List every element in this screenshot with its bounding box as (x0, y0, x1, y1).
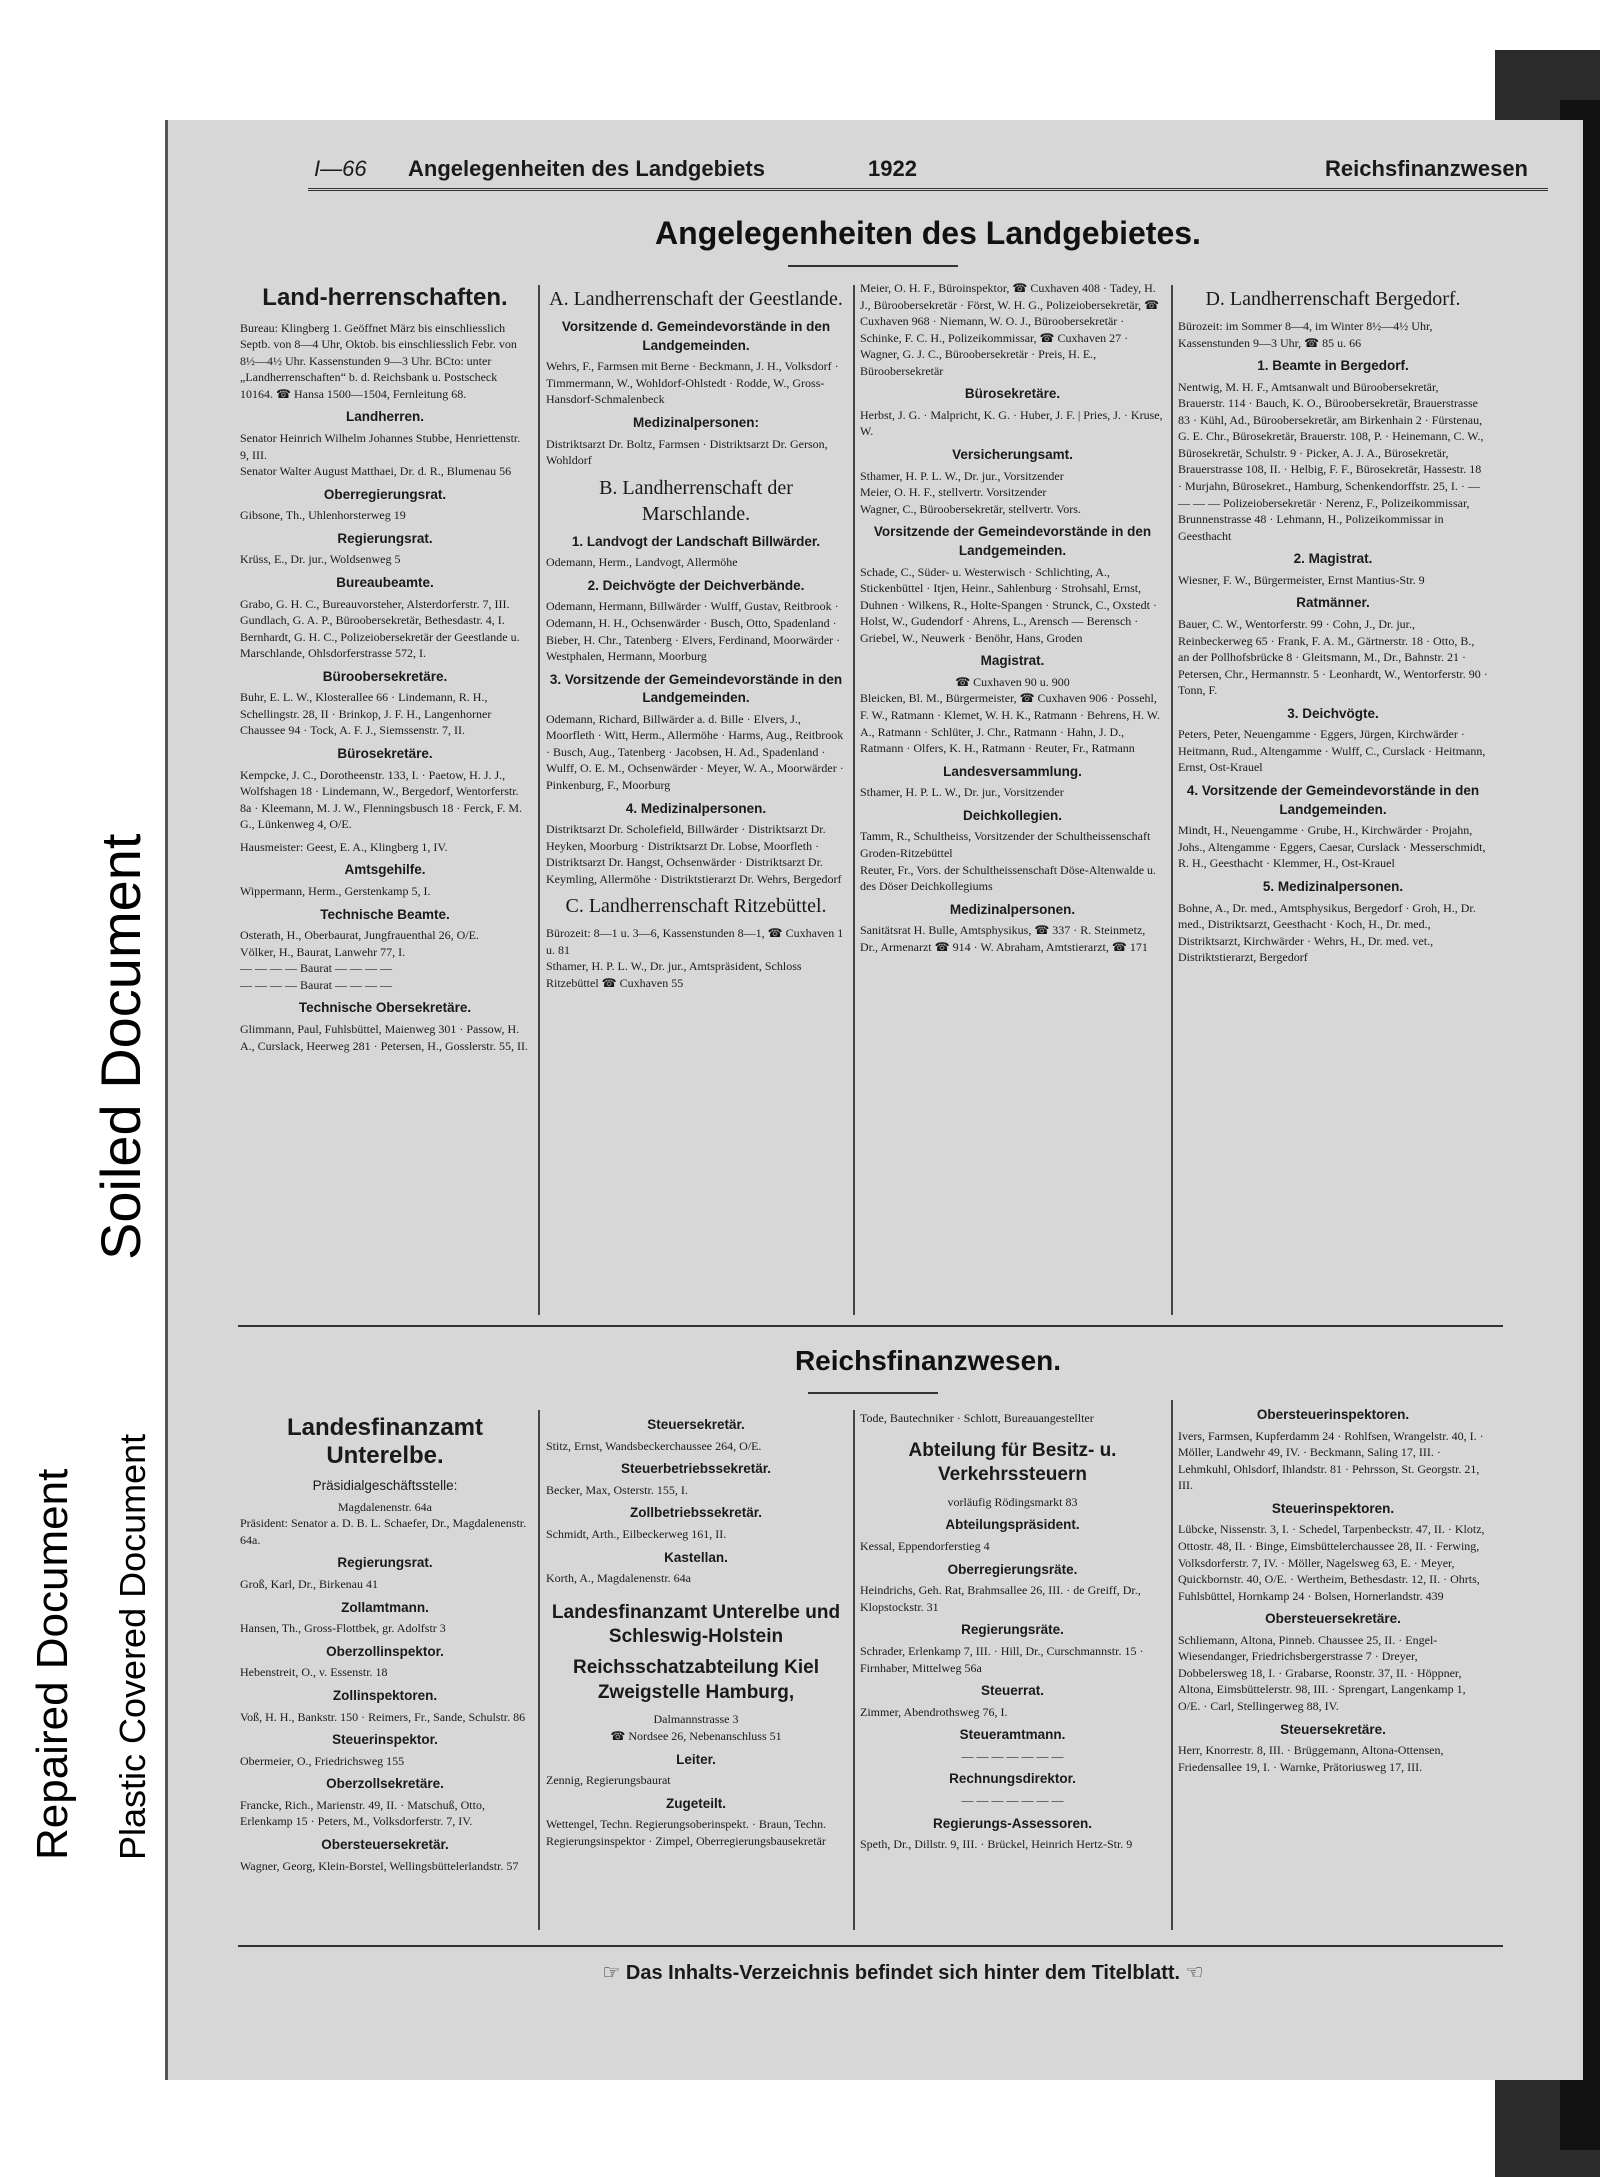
column-heading: Reichsschatzabteilung Kiel Zweigstelle Hamburg, (572, 1657, 819, 1703)
subheading: Bürosekretäre. (337, 746, 433, 762)
entry: Wippermann, Herm., Gerstenkamp 5, I. (240, 884, 431, 898)
entry: Hebenstreit, O., v. Essenstr. 18 (240, 1665, 388, 1680)
column-besitz-verkehrssteuern (860, 1410, 1165, 1940)
entry: Odemann, Richard, Billwärder a. d. Bille · Elvers, J., Moorfleth · Witt, Herm., Allermöhe · Harms, Aug., Reitbrook · Busch, Aug., Tatenberg · Jacobsen, H. Ad., Spadenland · Wulff, O. E. M., Ochsenwärder · Meyer, W. A., Moorwärder · Pinkenburg, F., Moorburg (546, 711, 844, 793)
entry: Groß, Karl, Dr., Birkenau 41 (240, 1577, 378, 1592)
repaired-document-label: Repaired Document (28, 1468, 77, 1860)
subheading: Steuersekretär. (647, 1417, 745, 1432)
subheading: Landherren. (345, 409, 424, 425)
soiled-document-label: Soiled Document (89, 833, 152, 1260)
subheading: Rechnungsdirektor. (949, 1771, 1076, 1787)
subheading: Regierungsrat. (337, 530, 433, 546)
entry: Odemann, Hermann, Billwärder · Wulff, Gustav, Reitbrook · Odemann, H. H., Ochsenwärder · Busch, Otto, Spadenland · Bieber, H. Chr., Tatenberg · Elvers, Ferdinand, Moorwärder · Westphalen, Hermann, Moorburg (546, 599, 841, 664)
subheading: Steuersekretäre. (1280, 1721, 1386, 1737)
entry: Bürozeit: 8—1 u. 3—6, Kassenstunden 8—1, ☎ Cuxhaven 1 u. 81 (546, 926, 844, 957)
entry: Kempcke, J. C., Dorotheenstr. 133, I. · Paetow, H. J. J., Wolfshagen 18 · Lindemann, W., Bergedorf, Wentorferstr. 8a · Kleemann, M. J. W., Flenningsbusch 18 · Ferck, F. M. G., Lünkenweg 4, O/E. (240, 767, 523, 832)
column-divider (853, 285, 855, 1315)
entry: Gundlach, G. A. P., Büroobersekretär, Bethesdastr. 4, I. (240, 613, 505, 628)
subheading: Steuerrat. (980, 1683, 1045, 1699)
column-landherrenschaften (240, 280, 530, 1320)
subheading: Technische Obersekretäre. (298, 1000, 472, 1016)
entry: ☎ Cuxhaven 90 u. 900 (955, 674, 1070, 689)
subheading: Vorsitzende d. Gemeindevorstände in den Landgemeinden. (561, 319, 831, 353)
entry: Magdalenenstr. 64a (338, 1499, 432, 1514)
subheading: 4. Vorsitzende der Gemeindevorstände in den Landgemeinden. (1186, 782, 1480, 817)
entry: — — — — Baurat — — — — (240, 977, 392, 992)
column-divider (1171, 1400, 1173, 1930)
column-ritzebuettel (860, 280, 1165, 1320)
column-heading: B. Landherrenschaft der Marschlande. (599, 476, 793, 525)
entry: Nentwig, M. H. F., Amtsanwalt und Büroobersekretär, Brauerstr. 114 · Bauch, K. O., Büroobersekretär, Brauerstrasse 83 · Kühl, Ad., Büroobersekretär, am Birkenhain 2 · Fürstenau, G. E. Chr., Bürosekretär, Brauerstr. 108, P. · Heinemann, C. W., Bürosekretär, Schulstr. 9 · Picker, A. J. A., Bürosekretär, Brauerstrasse 108, II. · Helbig, F. F., Bürosekretär, Hassestr. 18 · Murjahn, Bürosekret., Hamburg, Schenkendorffstr. 25, I. · — — — — Polizeiobersekretär · Nerenz, F., Polizeikommissar, Brunnenstrasse 48 · Lehmann, H., Polizeikommissar in Geesthacht (1178, 379, 1484, 543)
subheading: Kastellan. (664, 1549, 728, 1565)
entry: Herbst, J. G. · Malpricht, K. G. · Huber, J. F. | Pries, J. · Kruse, W. (860, 407, 1163, 439)
subheading: Obersteuersekretäre. (1265, 1611, 1401, 1627)
entry: Bohne, A., Dr. med., Amtsphysikus, Bergedorf · Groh, H., Dr. med., Distriktsarzt, Geesthacht · Koch, H., Dr. med., Distriktsarzt, Kirchwärder · Wehrs, H., Dr. med. vet., Distriktstierarzt, Bergedorf (1178, 900, 1476, 965)
section-divider (238, 1325, 1503, 1327)
subheading: Regierungs-Assessoren. (932, 1815, 1093, 1831)
subheading: Amtsgehilfe. (344, 862, 426, 878)
column-divider (538, 1410, 540, 1930)
entry: Voß, H. H., Bankstr. 150 · Reimers, Fr., Sande, Schulstr. 86 (240, 1709, 526, 1724)
column-steuerinspektoren (1178, 1400, 1488, 1940)
entry: Schade, C., Süder- u. Westerwisch · Schlichting, A., Stickenbüttel · Itjen, Heinr., Sahlenburg · Strohsahl, Ernst, Duhnen · Wilkens, R., Holte-Spangen · Strunck, C., Oxstedt · Holst, W., Gudendorf · Ahrens, L., Arensch — Berensch · Griebel, W., Neuwerk · Benöhr, Hans, Groden (860, 564, 1157, 645)
entry: Ivers, Farmsen, Kupferdamm 24 · Rohlfsen, Wrangelstr. 40, I. · Möller, Landwehr 49, IV. · Beckmann, Saling 17, III. · Lehmkuhl, Ohlsdorf, Ihlandstr. 81 · Pehrsson, St. Georgstr. 21, III. (1178, 1428, 1484, 1493)
entry: — — — — — — — (961, 1793, 1064, 1808)
column-heading: D. Landherrenschaft Bergedorf. (1205, 288, 1461, 310)
column-landesfinanzamt-unterelbe (240, 1410, 530, 1940)
column-heading: Landesfinanzamt Unterelbe und Schleswig-Holstein (551, 1601, 841, 1648)
entry: Reuter, Fr., Vors. der Schultheissenschaft Döse-Altenwalde u. des Döser Deichkollegiums (860, 862, 1157, 894)
subheading: Medizinalpersonen: (632, 414, 759, 430)
section-title-landgebiet: Angelegenheiten des Landgebietes. (655, 215, 1201, 251)
entry: Präsident: Senator a. D. B. L. Schaefer, Dr., Magdalenenstr. 64a. (240, 1516, 527, 1547)
subheading: Abteilungspräsident. (945, 1517, 1080, 1533)
header-section: Angelegenheiten des Landgebiets (408, 156, 765, 181)
subheading: Oberzollinspektor. (326, 1643, 444, 1659)
entry: Schrader, Erlenkamp 7, III. · Hill, Dr., Curschmannstr. 15 · Firnhaber, Mittelweg 56a (860, 1643, 1144, 1675)
subheading: Vorsitzende der Gemeindevorstände in den Landgemeinden. (873, 524, 1152, 558)
subheading: Magistrat. (980, 653, 1045, 669)
entry: Krüss, E., Dr. jur., Woldsenweg 5 (240, 552, 401, 567)
entry: Meier, O. H. F., stellvertr. Vorsitzender (860, 485, 1047, 500)
subheading: Medizinalpersonen. (949, 901, 1076, 917)
header-right: Reichsfinanzwesen (1325, 156, 1528, 181)
entry: Schmidt, Arth., Eilbeckerweg 161, II. (546, 1526, 727, 1541)
subheading: Zollinspektoren. (332, 1687, 438, 1703)
subheading: Technische Beamte. (320, 906, 450, 922)
column-geestlande-marschlande (546, 280, 846, 1320)
subheading: Präsidialgeschäftsstelle: (312, 1478, 458, 1494)
bureau-text: Bureau: Klingberg 1. Geöffnet März bis einschliesslich Septb. von 8—4 Uhr, Oktob. bis einschliesslich Febr. von 8½—4½ Uhr. Kassenstunden 9—3 Uhr. BCto: unter „Landherrenschaften“ b. d. Reichsbank u. Postscheck 10164. ☎ Hansa 1500—1504, Fernleitung 68. (240, 320, 517, 401)
entry: Zennig, Regierungsbaurat (546, 1773, 671, 1788)
subheading: Landesversammlung. (943, 763, 1082, 779)
entry: Sthamer, H. P. L. W., Dr. jur., Amtspräsident, Schloss Ritzebüttel ☎ Cuxhaven 55 (546, 959, 802, 991)
subheading: Ratmänner. (1296, 595, 1370, 611)
subheading: Zollamtmann. (341, 1599, 429, 1615)
entry: Herr, Knorrestr. 8, III. · Brüggemann, Altona-Ottensen, Friedensallee 19, I. · Warnke, Prätoriusweg 17, III. (1178, 1743, 1444, 1774)
running-header (308, 148, 1548, 191)
entry: Wagner, Georg, Klein-Borstel, Wellingsbüttelerlandstr. 57 (240, 1858, 519, 1873)
subheading: Obersteuersekretär. (321, 1837, 449, 1853)
entry: Francke, Rich., Marienstr. 49, II. · Matschuß, Otto, Erlenkamp 15 · Peters, M., Volksdorferstr. 7, IV. (240, 1797, 485, 1829)
entry: Wiesner, F. W., Bürgermeister, Ernst Mantius-Str. 9 (1178, 572, 1425, 587)
entry: Hansen, Th., Gross-Flottbek, gr. Adolfstr 3 (240, 1621, 446, 1636)
entry: Kessal, Eppendorferstieg 4 (860, 1539, 990, 1554)
entry: Schliemann, Altona, Pinneb. Chaussee 25, II. · Engel-Wiesendanger, Friedrichsbergerstrasse 7 · Dreyer, Dobbelersweg 18, I. · Grabarse, Roonstr. 37, II. · Höppner, Altona, Eimsbüttelerstr. 98, III. · Sprengart, Langenkamp 1, O/E. · Carl, Stellingerweg 88, IV. (1178, 1632, 1466, 1713)
column-divider (853, 1410, 855, 1930)
entry: Osterath, H., Oberbaurat, Jungfrauenthal 26, O/E. (240, 928, 479, 943)
entry: vorläufig Rödingsmarkt 83 (947, 1494, 1078, 1509)
subheading: 3. Vorsitzende der Gemeindevorstände in den Landgemeinden. (549, 671, 843, 706)
subheading: 4. Medizinalpersonen. (625, 800, 767, 816)
title-divider (808, 1392, 938, 1394)
subheading: Bureaubeamte. (336, 574, 434, 590)
entry: Wagner, C., Büroobersekretär, stellvertr. Vors. (860, 501, 1081, 516)
column-heading: Abteilung für Besitz- u. Verkehrssteuern (908, 1439, 1117, 1486)
subheading: 5. Medizinalpersonen. (1262, 878, 1404, 894)
entry: Grabo, G. H. C., Bureauvorsteher, Alsterdorferstr. 7, III. (240, 596, 510, 611)
subheading: Deichkollegien. (962, 807, 1063, 823)
entry: Stitz, Ernst, Wandsbeckerchaussee 264, O/E. (546, 1438, 762, 1453)
entry: Obermeier, O., Friedrichsweg 155 (240, 1753, 405, 1768)
entry: Zimmer, Abendrothsweg 76, I. (860, 1704, 1008, 1719)
subheading: Regierungsräte. (961, 1622, 1064, 1638)
subheading: Steuerinspektoren. (1271, 1500, 1395, 1516)
page-number: I—66 (314, 156, 367, 181)
subheading: 2. Magistrat. (1293, 551, 1373, 567)
subheading: Versicherungsamt. (952, 447, 1073, 462)
entry: Peters, Peter, Neuengamme · Eggers, Jürgen, Kirchwärder · Heitmann, Rud., Altengamme · Wulff, C., Curslack · Heitmann, Ernst, Ost-Krauel (1178, 727, 1486, 775)
entry: Lübcke, Nissenstr. 3, I. · Schedel, Tarpenbeckstr. 47, II. · Klotz, Ottostr. 48, II. · Binge, Eimsbüttelerchaussee 28, II. · Ferwing, Volksdorferstr. 7, IV. · Möller, Nagelsweg 63, E. · Meyer, Quickbornstr. 40, O/E. · Wertheim, Bethesdastr. 12, II. · Ohrts, Fuhlsbüttel, Hornkamp 24 · Bolsen, Hornerlandstr. 439 (1178, 1522, 1485, 1603)
subheading: Leiter. (676, 1751, 716, 1767)
column-heading: Landesfinanzamt Unterelbe. (286, 1414, 484, 1469)
entry: Gibsone, Th., Uhlenhorsterweg 19 (240, 508, 406, 523)
entry: Tode, Bautechniker · Schlott, Bureauangestellter (860, 1411, 1094, 1425)
entry: Dalmannstrasse 3 (653, 1712, 739, 1727)
entry: Buhr, E. L. W., Klosterallee 66 · Lindemann, R. H., Schellingstr. 28, II · Brinkop, J. F. H., Langenhorner Chaussee 94 · Tock, A. F. J., Siemssenstr. 7, II. (240, 690, 492, 738)
entry: Bernhardt, G. H. C., Polizeiobersekretär der Geestlande u. Marschlande, Ohlsdorferstrasse 572, I. (240, 629, 520, 661)
entry: Korth, A., Magdalenenstr. 64a (546, 1571, 691, 1586)
footer-divider (238, 1945, 1503, 1947)
scanned-page (165, 120, 1583, 2080)
column-heading: C. Landherrenschaft Ritzebüttel. (565, 895, 827, 918)
footer-note: ☞ Das Inhalts-Verzeichnis befindet sich hinter dem Titelblatt. ☜ (602, 1962, 1204, 1984)
plastic-covered-label: Plastic Covered Document (112, 1433, 153, 1860)
subheading: Steuerinspektor. (332, 1732, 438, 1748)
subheading: Zugeteilt. (666, 1795, 726, 1811)
subheading: 1. Beamte in Bergedorf. (1257, 358, 1409, 374)
column-divider (538, 285, 540, 1315)
subheading: Büroobersekretäre. (322, 668, 448, 684)
subheading: 1. Landvogt der Landschaft Billwärder. (571, 533, 821, 549)
entry: Meier, O. H. F., Büroinspektor, ☎ Cuxhaven 408 · Tadey, H. J., Büroobersekretär · Först, W. H. G., Polizeiobersekretär, ☎ Cuxhaven 968 · Niemann, W. O. J., Büroobersekretär · Schinke, F. C. H., Polizeikommissar, ☎ Cuxhaven 27 · Wagner, G. J. C., Büroobersekretär · Preis, H. E., Büroobersekretär (860, 281, 1160, 378)
entry: Hausmeister: Geest, E. A., Klingberg 1, IV. (240, 839, 448, 854)
entry: Senator Walter August Matthaei, Dr. d. R., Blumenau 56 (240, 464, 512, 479)
entry: Sthamer, H. P. L. W., Dr. jur., Vorsitzender (860, 785, 1064, 800)
subheading: Oberregierungsrat. (323, 486, 447, 502)
entry: Wettengel, Techn. Regierungsoberinspekt. · Braun, Techn. Regierungsinspektor · Zimpel, Oberregierungsbausekretär (546, 1817, 827, 1848)
subheading: Bürosekretäre. (964, 386, 1061, 402)
column-heading: Land-herrenschaften. (262, 284, 508, 311)
subheading: Obersteuerinspektoren. (1256, 1407, 1410, 1422)
entry: Becker, Max, Osterstr. 155, I. (546, 1482, 688, 1497)
entry: Mindt, H., Neuengamme · Grube, H., Kirchwärder · Projahn, Johs., Altengamme · Eggers, Caesar, Curslack · Messerschmidt, R. H., Geesthacht · Klemmer, H., Ost-Krauel (1178, 823, 1486, 871)
subheading: Zollbetriebssekretär. (629, 1505, 763, 1521)
entry: Odemann, Herm., Landvogt, Allermöhe (546, 555, 738, 570)
entry: Tamm, R., Schultheiss, Vorsitzender der Schultheissenschaft Groden-Ritzebüttel (860, 829, 1151, 860)
entry: Wehrs, F., Farmsen mit Berne · Beckmann, J. H., Volksdorf · Timmermann, W., Wohldorf-Ohlstedt · Rodde, W., Gross-Hansdorf-Schmalenbeck (546, 359, 839, 407)
entry: Sanitätsrat H. Bulle, Amtsphysikus, ☎ 337 · R. Steinmetz, Dr., Armenarzt ☎ 914 · W. Abraham, Amtstierarzt, ☎ 171 (860, 923, 1148, 954)
entry: Sthamer, H. P. L. W., Dr. jur., Vorsitzender (860, 468, 1064, 483)
entry: Bleicken, Bl. M., Bürgermeister, ☎ Cuxhaven 906 · Possehl, F. W., Ratmann · Klemet, W. H. K., Ratmann · Behrens, H. W. A., Ratmann · Schlüter, J. Chr., Ratmann · Hahn, J. D., Ratmann · Olfers, K. H., Ratmann · Reuter, Fr., Ratmann (860, 691, 1161, 756)
entry: Glimmann, Paul, Fuhlsbüttel, Maienweg 301 · Passow, H. A., Curslack, Heerweg 281 · Petersen, H., Gosslerstr. 55, II. (240, 1021, 528, 1053)
title-divider (788, 265, 958, 267)
entry: Völker, H., Baurat, Lanwehr 77, I. (240, 944, 406, 959)
entry: ☎ Nordsee 26, Nebenanschluss 51 (610, 1728, 782, 1743)
subheading: 3. Deichvögte. (1287, 705, 1379, 721)
subheading: Oberzollsekretäre. (326, 1776, 444, 1792)
entry: Heindrichs, Geh. Rat, Brahmsallee 26, III. · de Greiff, Dr., Klopstockstr. 31 (860, 1583, 1141, 1614)
entry: — — — — Baurat — — — — (240, 961, 392, 976)
entry: Speth, Dr., Dillstr. 9, III. · Brückel, Heinrich Hertz-Str. 9 (860, 1837, 1133, 1852)
entry: Distriktsarzt Dr. Boltz, Farmsen · Distriktsarzt Dr. Gerson, Wohldorf (546, 436, 828, 468)
entry: — — — — — — — (961, 1748, 1064, 1763)
subheading: Oberregierungsräte. (947, 1561, 1078, 1577)
column-bergedorf (1178, 280, 1488, 1320)
column-divider (1171, 285, 1173, 1315)
section-title-reichsfinanzwesen: Reichsfinanzwesen. (794, 1345, 1062, 1376)
column-steuer-kiel (546, 1410, 846, 1940)
entry: Senator Heinrich Wilhelm Johannes Stubbe, Henriettenstr. 9, III. (240, 430, 521, 462)
subheading: Steuerbetriebssekretär. (620, 1461, 772, 1477)
subheading: 2. Deichvögte der Deichverbände. (587, 577, 805, 593)
entry: Distriktsarzt Dr. Scholefield, Billwärder · Distriktsarzt Dr. Heyken, Moorburg · Distriktsarzt Dr. Lobse, Moorfleth · Distriktsarzt Dr. Hangst, Ochsenwärder · Distriktsarzt Dr. Keymling, Allermöhe · Distriktstierarzt Dr. Wehrs, Bergedorf (546, 822, 842, 886)
subheading: Regierungsrat. (337, 1555, 433, 1571)
entry: Bürozeit: im Sommer 8—4, im Winter 8½—4½ Uhr, Kassenstunden 9—3 Uhr, ☎ 85 u. 66 (1178, 319, 1433, 350)
entry: Bauer, C. W., Wentorferstr. 99 · Cohn, J., Dr. jur., Reinbeckerweg 65 · Frank, F. A. M., Gärtnerstr. 18 · Otto, B., an der Pollhofsbrücke 8 · Gleitsmann, M., Dr., Bahnstr. 21 · Petersen, Chr., Hermannstr. 5 · Leonhardt, W., Wentorferstr. 90 · Tonn, F. (1178, 616, 1488, 698)
header-year: 1922 (868, 156, 917, 181)
subheading: Steueramtmann. (959, 1727, 1066, 1743)
column-heading: A. Landherrenschaft der Geestlande. (549, 288, 843, 310)
